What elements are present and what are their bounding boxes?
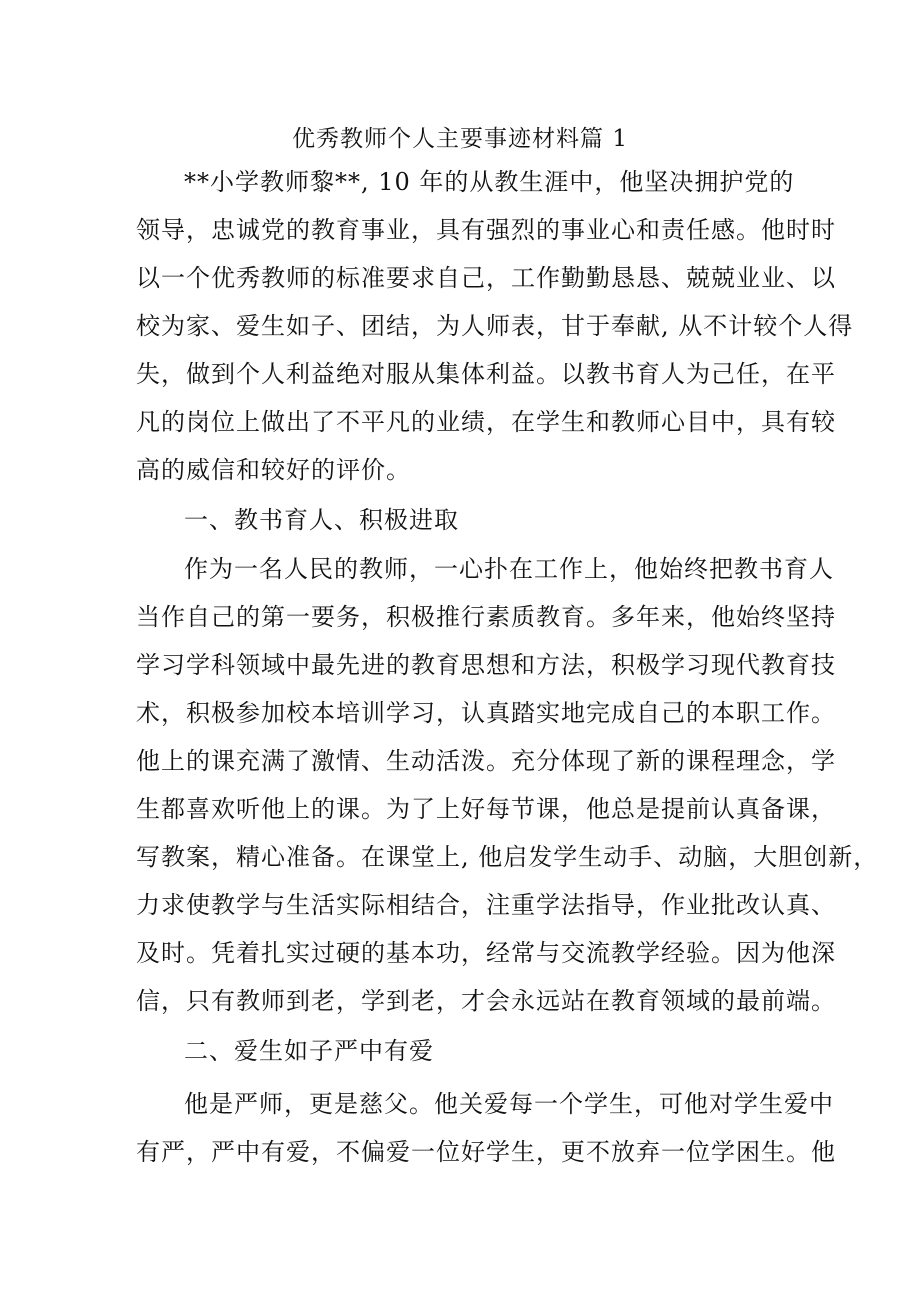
section-heading: 一、教书育人、积极进取	[184, 506, 459, 534]
paragraph-line: 术，积极参加校本培训学习，认真踏实地完成自己的本职工作。	[136, 699, 836, 727]
paragraph-line: 学习学科领域中最先进的教育思想和方法，积极学习现代教育技	[136, 651, 836, 679]
paragraph-line: 作为一名人民的教师，一心扑在工作上，他始终把教书育人	[184, 555, 834, 583]
paragraph-line: 凡的岗位上做出了不平凡的业绩，在学生和教师心目中，具有较	[136, 408, 836, 436]
section-heading: 二、爱生如子严中有爱	[184, 1037, 434, 1065]
paragraph-line: 以一个优秀教师的标准要求自己，工作勤勤恳恳、兢兢业业、以	[136, 264, 836, 292]
paragraph-line: **小学教师黎**, 10 年的从教生涯中，他坚决拥护党的	[184, 168, 795, 196]
paragraph-line: 校为家、爱生如子、团结，为人师表，甘于奉献, 从不计较个人得	[136, 312, 854, 340]
paragraph-line: 生都喜欢听他上的课。为了上好每节课，他总是提前认真备课，	[136, 795, 836, 823]
paragraph-line: 当作自己的第一要务，积极推行素质教育。多年来，他始终坚持	[136, 603, 836, 631]
document-title: 优秀教师个人主要事迹材料篇 1	[292, 126, 628, 152]
paragraph-line: 有严，严中有爱，不偏爱一位好学生，更不放弃一位学困生。他	[136, 1138, 836, 1166]
paragraph-line: 他是严师，更是慈父。他关爱每一个学生，可他对学生爱中	[184, 1090, 834, 1118]
paragraph-line: 他上的课充满了激情、生动活泼。充分体现了新的课程理念，学	[136, 747, 836, 775]
paragraph-line: 失，做到个人利益绝对服从集体利益。以教书育人为己任，在平	[136, 360, 836, 388]
paragraph-line: 信，只有教师到老，学到老，才会永远站在教育领域的最前端。	[136, 987, 836, 1015]
paragraph-line: 领导，忠诚党的教育事业，具有强烈的事业心和责任感。他时时	[136, 216, 836, 244]
paragraph-line: 力求使教学与生活实际相结合，注重学法指导，作业批改认真、	[136, 891, 836, 919]
paragraph-line: 高的威信和较好的评价。	[136, 456, 411, 484]
paragraph-line: 及时。凭着扎实过硬的基本功，经常与交流教学经验。因为他深	[136, 939, 836, 967]
paragraph-line: 写教案，精心准备。在课堂上, 他启发学生动手、动脑，大胆创新，	[136, 843, 879, 871]
